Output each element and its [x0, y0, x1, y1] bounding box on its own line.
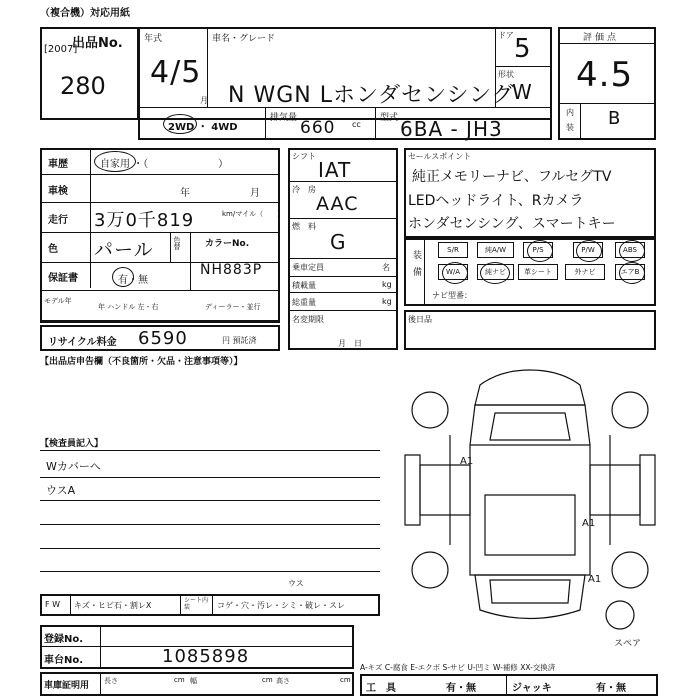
type-value: 6BA - JH3	[400, 117, 503, 141]
equip-aw: 純A/W	[477, 242, 514, 258]
legend-fw: F W	[45, 600, 61, 609]
cc-value: 660	[300, 118, 336, 138]
cert-hei-label: 高さ	[276, 677, 290, 685]
warranty-circle	[112, 267, 134, 287]
equip-ps: P/S	[523, 242, 553, 258]
capacity-unit: 名	[382, 263, 390, 272]
equip-wa: W/A	[438, 264, 468, 280]
mileage-label: 走行	[48, 215, 68, 226]
lot-label: 出品No.	[72, 36, 123, 51]
history-circle	[94, 151, 136, 172]
inspector-label: 【検査員記入】	[40, 439, 104, 449]
equip-navi: 純ナビ	[477, 264, 514, 280]
shift-label: シフト	[292, 152, 316, 161]
inspect-label: 車検	[48, 186, 68, 197]
tools-value: 有・無	[446, 683, 476, 694]
inspector-note-1: Wカバーへ	[46, 460, 101, 473]
sales-label: セールスポイント	[408, 152, 472, 161]
color-change-label: 色替	[173, 236, 181, 250]
gross-label: 総重量	[292, 298, 316, 307]
fuel-label: 燃 料	[292, 222, 316, 231]
capacity-label: 乗車定員	[292, 263, 324, 272]
mileage-unit: km/マイル（ ）	[222, 210, 285, 218]
spare-label: スペア	[614, 639, 642, 649]
interior-value: B	[608, 108, 622, 129]
score-label: 評価点	[583, 33, 620, 43]
shape-value: W	[512, 80, 533, 104]
legend-int: コゲ・穴・汚レ・シミ・破レ・スレ	[217, 601, 345, 610]
sales-line-3: ホンダセンシング、スマートキー	[408, 216, 616, 232]
year-unit: 月	[200, 96, 208, 105]
after-box	[404, 310, 656, 350]
inspector-note-2: ウスA	[46, 484, 76, 497]
legend-seat: シート内装	[184, 597, 209, 611]
damage-codes: A-キズ C-腐食 E-エクボ S-サビ U-凹ミ W-補修 XX-交換済	[360, 663, 556, 672]
equip-abs: ABS	[615, 242, 645, 258]
model-year-label: モデル年	[44, 297, 72, 305]
cert-wid-unit: cm	[262, 676, 273, 684]
exhibitor-label: 【出品店申告欄（不良箇所・欠品・注意事項等）】	[40, 357, 243, 367]
drive-label: 2WD ・ 4WD	[168, 122, 238, 133]
jack-label: ジャッキ	[512, 683, 552, 694]
car-name: N WGN Lホンダセンシング	[228, 83, 515, 108]
form-type: （複合機）対応用紙	[40, 8, 130, 19]
shape-label: 形状	[498, 70, 514, 79]
inspect-units: 年 月	[180, 188, 264, 199]
equipment-label: 装備	[411, 250, 421, 284]
equip-pw: P/W	[573, 242, 603, 258]
cert-label: 車庫証明用	[44, 681, 90, 691]
door-label: ドア	[498, 31, 514, 40]
interior-label-1: 内	[566, 108, 574, 117]
interior-label-2: 装	[566, 123, 574, 132]
door-value: 5	[514, 34, 532, 64]
shift-value: IAT	[318, 158, 352, 182]
cert-hei-unit: cm	[340, 676, 351, 684]
sales-line-2: LEDヘッドライト、Rカメラ	[408, 193, 584, 209]
after-label: 後日品	[408, 315, 432, 324]
name-label: 車名・グレード	[212, 34, 276, 44]
legend-usu: ウス	[288, 579, 304, 588]
color-value: パール	[94, 239, 154, 261]
sales-line-1: 純正メモリーナビ、フルセグTV	[412, 169, 612, 185]
score-value: 4.5	[576, 55, 634, 95]
recycle-value: 6590	[138, 328, 188, 349]
load-label: 積載量	[292, 281, 316, 290]
frame-value: 1085898	[162, 646, 250, 667]
drive-circle	[163, 114, 197, 134]
color-label: 色	[48, 244, 58, 255]
history-label: 車歴	[48, 159, 68, 170]
change-label: 名変期限	[292, 315, 324, 324]
cert-len-label: 長さ	[104, 677, 118, 685]
fuel-value: G	[330, 230, 347, 254]
car-damage-diagram	[400, 365, 660, 630]
damage-mark-3: A1	[588, 574, 602, 585]
year-label: 年式	[144, 34, 163, 44]
color-no-label: カラーNo.	[205, 239, 250, 249]
ac-label: 冷 房	[292, 185, 316, 194]
lot-year-tag: [2007]	[44, 44, 78, 55]
warranty-label: 保証書	[48, 273, 78, 284]
cert-wid-label: 幅	[190, 677, 197, 685]
equip-airbag: エアB	[615, 264, 645, 280]
tools-label: 工 具	[366, 683, 396, 694]
gross-unit: kg	[382, 297, 392, 306]
ac-value: AAC	[316, 193, 359, 215]
model-year-units: 年 ハンドル 左・右	[98, 303, 159, 311]
cc-label: 排気量	[270, 113, 298, 123]
year-value: 4/5	[150, 55, 202, 90]
type-label: 型式	[380, 113, 399, 123]
lot-number: 280	[60, 72, 106, 100]
color-no-value: NH883P	[200, 262, 263, 278]
legend-ext: キズ・ヒビ石・割レX	[74, 601, 152, 610]
recycle-label: リサイクル料金	[48, 337, 117, 348]
change-unit: 月 日	[338, 339, 362, 348]
dealer-label: ディーラー・並行	[205, 303, 261, 311]
recycle-unit: 円 預託済	[222, 336, 257, 345]
equip-ext-navi: 外ナビ	[565, 264, 605, 280]
damage-mark-1: A1	[460, 456, 474, 467]
cert-len-unit: cm	[174, 676, 185, 684]
jack-value: 有・無	[596, 683, 626, 694]
damage-mark-2: A1	[582, 518, 596, 529]
reg-label: 登録No.	[44, 634, 84, 645]
load-unit: kg	[382, 280, 392, 289]
history-value: 自家用 ・（ ）	[100, 159, 229, 170]
frame-label: 車台No.	[44, 655, 84, 666]
warranty-value: 有・無	[118, 275, 148, 286]
cc-unit: cc	[352, 120, 361, 129]
equip-sr: S/R	[438, 242, 468, 258]
equip-leather: 革シート	[518, 264, 558, 280]
navi-model-label: ナビ型番：	[432, 291, 472, 300]
mileage-value: 3万0千819	[94, 210, 195, 231]
